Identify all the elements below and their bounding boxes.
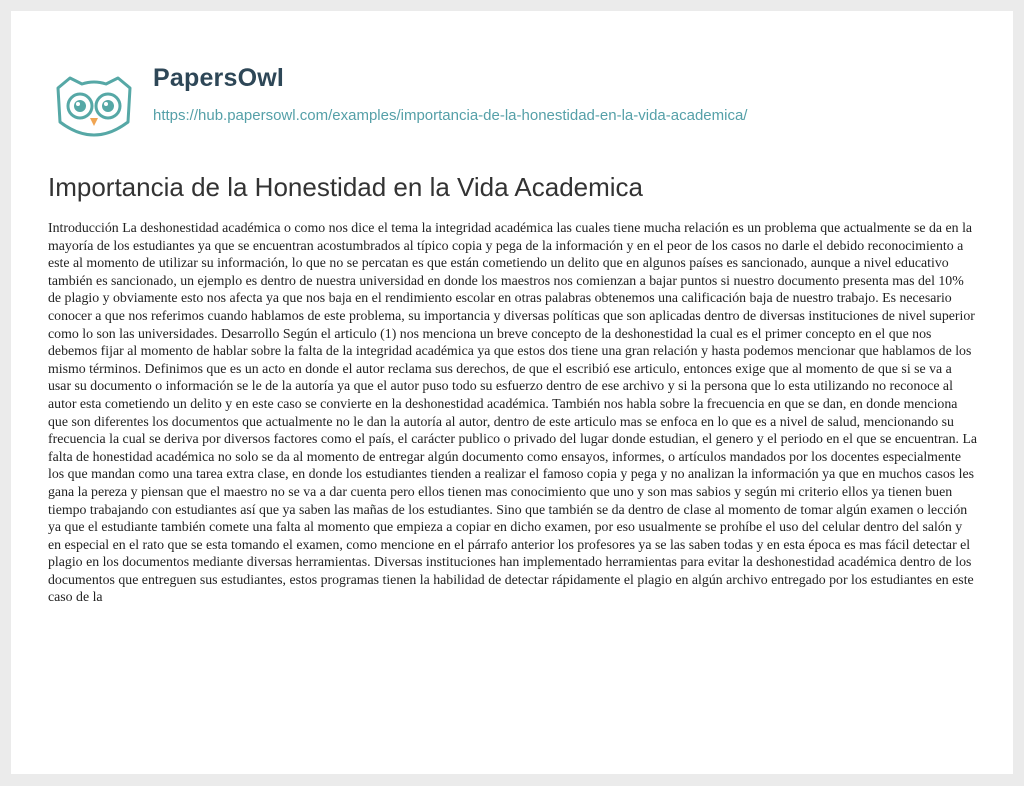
page-title: Importancia de la Honestidad en la Vida Academica bbox=[48, 172, 644, 202]
brand-name: PapersOwl bbox=[153, 64, 285, 92]
source-url-link[interactable]: https://hub.papersowl.com/examples/importancia-de-la-honestidad-en-la-vida-academica/ bbox=[153, 107, 748, 124]
document-body: Introducción La deshonestidad académica o como nos dice el tema la integridad académica las cuales tiene mucha relación es un problema que actualmente se da en la mayoría de los estudiantes ya que se encuentran acostumbrados al típico copia y pega de la información y en el peor de los casos no darle el debido reconocimiento a este al momento de utilizar su información, lo que no se percatan es que están cometiendo un delito que en algunos países es sancionado, aunque a nivel educativo también es sancionado, un ejemplo es dentro de nuestra universidad en donde los maestros nos comienzan a bajar puntos si nuestro documento presenta mas del 10% de plagio y obviamente esto nos afecta ya que nos baja en el rendimiento escolar en otras palabras obtenemos una calificación baja de nuestro trabajo. Es necesario conocer a que nos referimos cuando hablamos de este problema, su importancia y diversas políticas que son aplicadas dentro de diversas instituciones de nivel superior como lo son las universidades. Desarrollo Según el articulo (1) nos menciona un breve concepto de la deshonestidad la cual es el primer concepto en el que nos debemos fijar al momento de hablar sobre la falta de la integridad académica ya que estos dos tiene una gran relación y hasta podemos mencionar que hablamos de los mismo términos. Definimos que es un acto en donde el autor reclama sus derechos, de que el escribió ese articulo, entonces exige que al momento de que si se va a usar su documento o información se le de la autoría ya que el autor puso todo su esfuerzo dentro de ese archivo y si la persona que lo esta utilizando no reconoce al autor esta cometiendo un delito y en este caso se convierte en la deshonestidad académica. También nos habla sobre la frecuencia en que se dan, en donde menciona que son diferentes los documentos que actualmente no le dan la autoría al autor, dentro de este articulo mas se enfoca en lo que es a nivel de salud, mencionando su frecuencia la cual se deriva por diversos factores como el país, el carácter publico o privado del lugar donde estudian, el genero y el periodo en el que se encuentran. La falta de honestidad académica no solo se da al momento de entregar algún documento como ensayos, informes, o artículos mandados por los docentes especialmente los que mandan como una tarea extra clase, en donde los estudiantes tienden a realizar el famoso copia y pega y no analizan la información ya que en muchos casos les gana la pereza y piensan que el maestro no se va a dar cuenta pero ellos tienen mas conocimiento que uno y son mas sabios y según mi criterio ellos ya tienen buen tiempo trabajando con estudiantes así que ya saben las mañas de los estudiantes. Sino que también se da dentro de clase al momento de tomar algún examen o lección ya que el estudiante también comete una falta al momento que empieza a copiar en dicho examen, por eso usualmente se prohíbe el uso del celular dentro del salón y en especial en el rato que se esta tomando el examen, como mencione en el párrafo anterior los profesores ya se las saben todas y en esta época es mas fácil detectar el plagio en los documentos mediante diversas herramientas. Diversas instituciones han implementado herramientas para evitar la deshonestidad académica dentro de los documentos que entreguen sus estudiantes, estos programas tienen la habilidad de detectar rápidamente el plagio en algún archivo entregado por los estudiantes en este caso de la bbox=[48, 220, 978, 605]
owl-logo-icon bbox=[48, 62, 140, 154]
